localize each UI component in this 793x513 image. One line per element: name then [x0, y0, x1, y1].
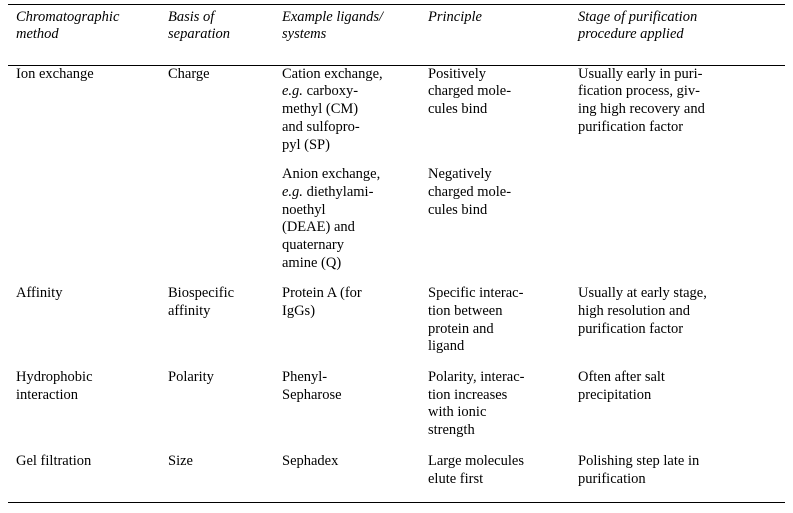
column-header-ligands: Example ligands/ systems: [282, 9, 384, 43]
column-header-basis: Basis of separation: [168, 9, 231, 43]
bottom-rule: [8, 502, 785, 503]
table-row: [16, 440, 777, 500]
table-body: [16, 53, 777, 500]
table-row: [16, 356, 777, 440]
column-header-principle: Principle: [428, 9, 482, 25]
header-rule: [8, 65, 785, 66]
cell-principle: Positively charged mole- cules bind: [428, 65, 512, 118]
column-header-method: Chromatographic method: [16, 9, 120, 43]
column-header-stage: Stage of purification procedure applied: [578, 9, 698, 43]
table-row: [16, 154, 777, 272]
header-row: [16, 0, 777, 53]
cell-ligands: Phenyl- Sepharose: [282, 369, 342, 403]
cell-ligands: Protein A (for IgGs): [282, 285, 362, 320]
cell-stage: Usually at early stage, high resolution and purification factor: [578, 285, 707, 337]
cell-basis: Polarity: [168, 369, 214, 386]
top-rule: [8, 4, 785, 5]
cell-method: Affinity: [16, 285, 63, 302]
cell-stage: Polishing step late in purification: [578, 452, 700, 487]
cell-basis: [168, 154, 282, 272]
cell-method: Ion exchange: [16, 65, 94, 82]
cell-basis: Size: [168, 452, 193, 469]
chromatography-methods-table: [16, 0, 777, 500]
cell-method: Gel filtration: [16, 452, 92, 469]
table-row: [16, 53, 777, 154]
cell-stage: [578, 154, 777, 272]
cell-basis: Charge: [168, 65, 210, 82]
cell-principle: Large molecules elute first: [428, 452, 524, 487]
cell-stage: Usually early in puri- fication process, giv- ing high recovery and purification factor: [578, 65, 705, 135]
cell-principle: Negatively charged mole- cules bind: [428, 166, 512, 218]
cell-ligands: Anion exchange, e.g. diethylami- noethyl (DEAE) and quaternary amine (Q): [282, 166, 381, 271]
cell-stage: Often after salt precipitation: [578, 369, 665, 403]
table-header: [16, 0, 777, 53]
cell-method: [16, 154, 168, 272]
cell-basis: Biospecific affinity: [168, 285, 235, 320]
cell-ligands: Cation exchange, e.g. carboxy- methyl (CM) and sulfopro- pyl (SP): [282, 65, 383, 153]
cell-ligands: Sephadex: [282, 452, 339, 469]
table-row: [16, 272, 777, 356]
cell-principle: Specific interac- tion between protein and ligand: [428, 285, 524, 355]
cell-method: Hydrophobic interaction: [16, 369, 93, 403]
cell-principle: Polarity, interac- tion increases with ionic strength: [428, 369, 525, 439]
